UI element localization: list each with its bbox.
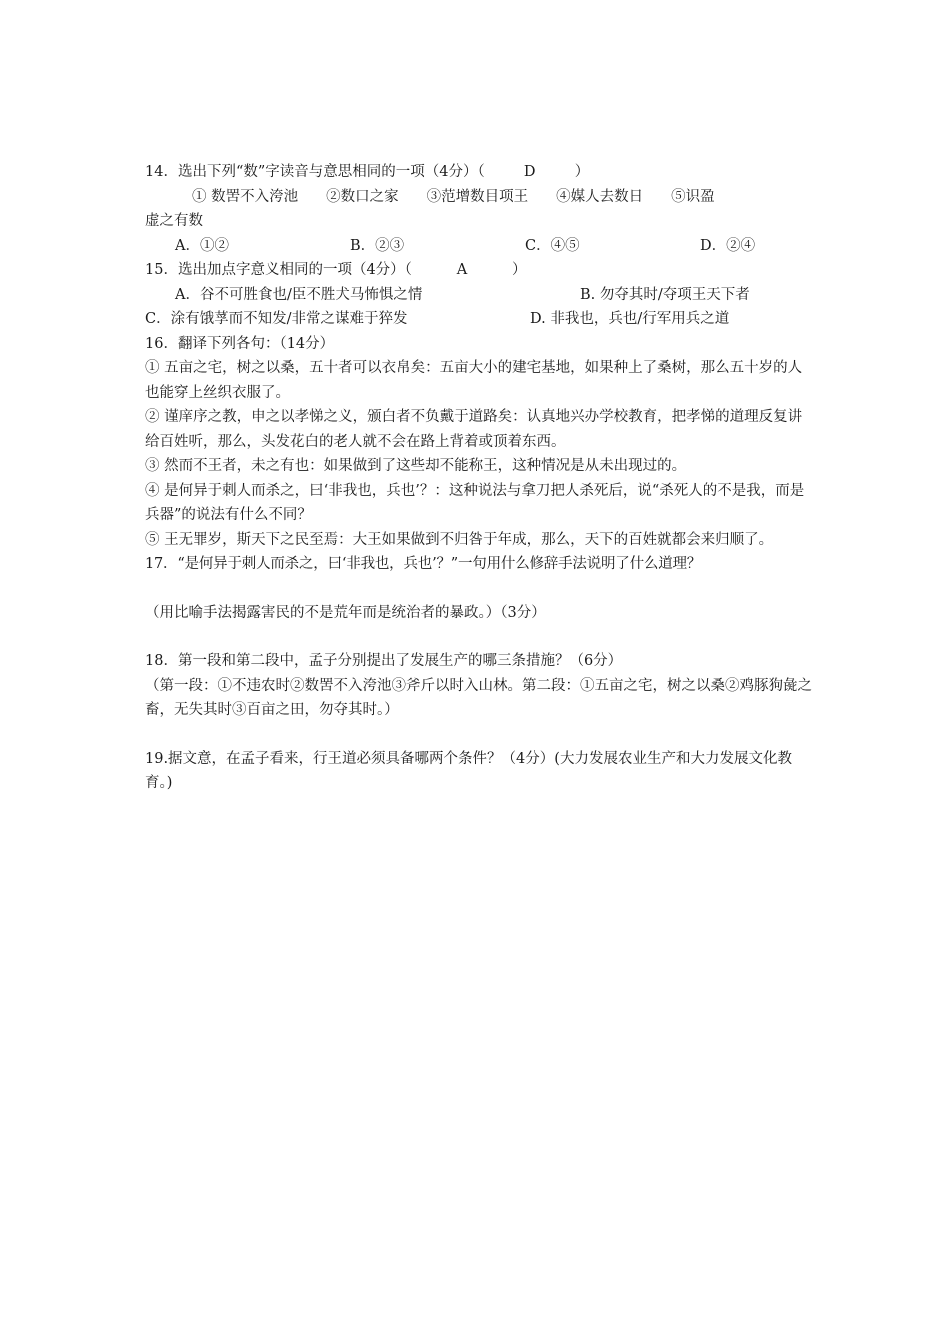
q15-option-a: A．谷不可胜食也/臣不胜犬马怖惧之情 (175, 286, 423, 303)
q15-answer: A (456, 262, 468, 278)
q15-options-cd (145, 307, 813, 332)
q16-item-1: ① 五亩之宅，树之以桑，五十者可以衣帛矣：五亩大小的建宅基地，如果种上了桑树，那么五十岁的人也能穿上丝织衣服了。 (145, 360, 803, 401)
q14-option-a: A．①② (175, 237, 229, 254)
q14-answer: D (523, 164, 536, 180)
q14-item-5: ⑤识盈 (671, 188, 715, 205)
q16-item-5: ⑤ 王无罪岁，斯天下之民至焉：大王如果做到不归咎于年成，那么，天下的百姓就都会来归顺了。 (145, 531, 774, 548)
q18-answer: （第一段：①不违农时②数罟不入洿池③斧斤以时入山林。第二段：①五亩之宅，树之以桑②鸡豚狗彘之畜，无失其时③百亩之田，勿夺其时。） (145, 677, 812, 718)
q14-stem-line (145, 160, 813, 185)
q15-close: ） (511, 262, 527, 278)
q15-option-c: C．涂有饿莩而不知发/非常之谋难于猝发 (145, 311, 408, 327)
q19-text: 19.据文意，在孟子看来，行王道必须具备哪两个条件？（4分）(大力发展农业生产和大力发展文化教育。) (145, 750, 792, 791)
q18-stem: 18．第一段和第二段中，孟子分别提出了发展生产的哪三条措施？（6分） (145, 653, 623, 669)
q15-stem-line (145, 258, 813, 283)
question-content (145, 160, 813, 796)
q14-option-b: B．②③ (350, 237, 405, 254)
spacer (145, 577, 813, 601)
q14-stem: 14．选出下列“数”字读音与意思相同的一项（4分）（ (145, 164, 485, 180)
q16-item-4: ④ 是何异于刺人而杀之，曰‘非我也，兵也’？：这种说法与拿刀把人杀死后，说“杀死人的不是我，而是兵器”的说法有什么不同？ (145, 482, 805, 523)
q16-item-2: ② 谨庠序之教，申之以孝悌之义，颁白者不负戴于道路矣：认真地兴办学校教育，把孝悌的道理反复讲给百姓听，那么，头发花白的老人就不会在路上背着或顶着东西。 (145, 409, 803, 450)
q14-item-1: ① 数罟不入洿池 (192, 188, 299, 205)
q14-options (145, 234, 813, 259)
q14-item-2: ②数口之家 (326, 188, 399, 205)
q17-stem: 17．“是何异于刺人而杀之，曰‘非我也，兵也’？”一句用什么修辞手法说明了什么道理？ (145, 556, 702, 572)
q14-items (145, 185, 813, 210)
spacer (145, 723, 813, 747)
q15-option-b: B. 勿夺其时/夺项王天下者 (580, 286, 750, 303)
q14-option-d: D．②④ (700, 237, 756, 254)
spacer (145, 625, 813, 649)
q14-close: ） (574, 164, 590, 180)
q15-options-ab (145, 283, 813, 308)
q17-answer: （用比喻手法揭露害民的不是荒年而是统治者的暴政。）（3分） (145, 604, 546, 621)
q14-option-c: C．④⑤ (525, 237, 580, 254)
q15-stem: 15．选出加点字意义相同的一项（4分）（ (145, 262, 412, 278)
q14-item-3: ③范增数目项王 (426, 188, 529, 205)
q16-item-3: ③ 然而不王者，未之有也：如果做到了这些却不能称王，这种情况是从未出现过的。 (145, 458, 687, 474)
q14-items-cont: 虚之有数 (145, 213, 203, 229)
q14-item-4: ④媒人去数日 (556, 188, 644, 205)
q15-option-d: D. 非我也，兵也/行军用兵之道 (530, 311, 730, 327)
q16-stem: 16．翻译下列各句：（14分） (145, 335, 335, 352)
